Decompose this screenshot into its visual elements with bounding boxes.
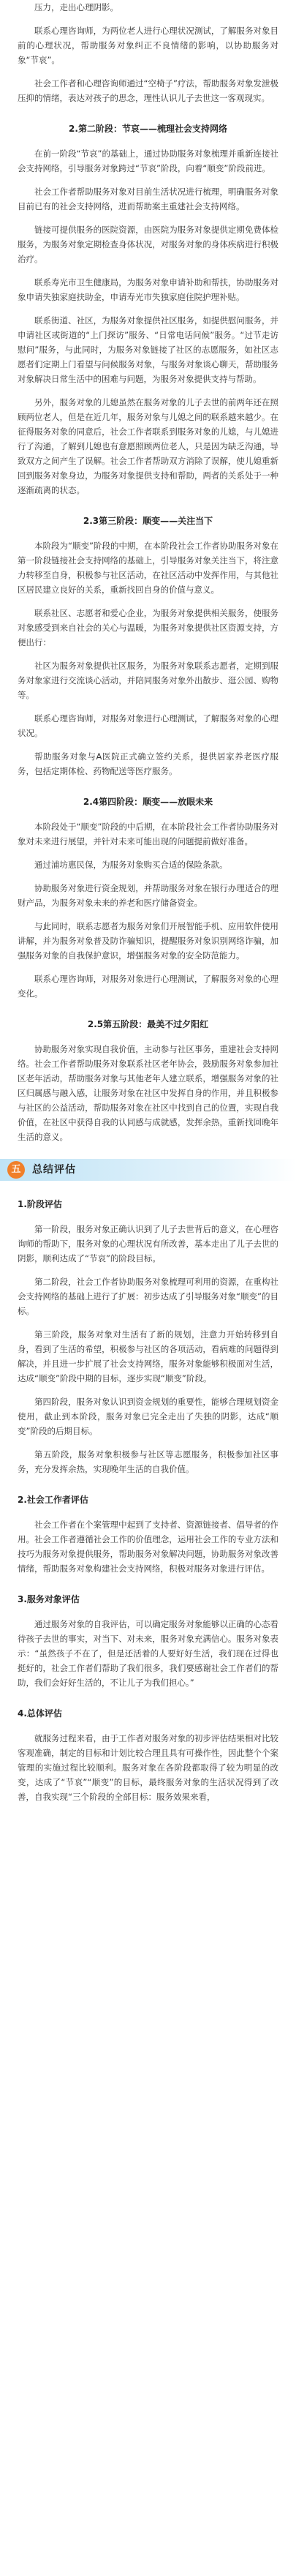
paragraph: 就服务过程来看，由于工作者对服务对象的初步评估结果相对比较客观准确，制定的目标和计划比较合理且具有可操作性，因此整个个案管理的实施过程比较顺利。服务对象在各阶段都取得了较为明显的改变，达成了“节哀”“顺变”的目标，最终服务对象的生活状况得到了改善，自我实现“三个阶段的全部目标：服务效果来看， [18,1733,278,1802]
subheading: 4.总体评估 [18,1708,62,1719]
paragraph: 协助服务对象进行资金规划，并帮助服务对象在银行办理适合的理财产品，为服务对象未来的养老和医疗储备资金。 [18,883,278,908]
paragraph: 联系街道、社区，为服务对象提供社区服务，如提供慰问服务，并申请社区或街道的“上门探访”服务、“日常电话问候”服务。“过节走访慰问”服务，与此同时，为服务对象链接了社区的志愿服务，如社区志愿者们定期上门看望与问候服务对象，与服务对象谈心聊天，帮助服务对象解决日常生活中的困难与问题，为服务对象提供支持与帮助。 [18,315,278,384]
paragraph: 第一阶段，服务对象正确认识到了儿子去世背后的意义，在心理咨询师的帮助下，服务对象的心理状况有所改善，基本走出了儿子去世的阴影，顺利达成了“节哀”的阶段目标。 [18,1224,278,1263]
paragraph: 通过浦坊惠民保，为服务对象购买合适的保险条款。 [34,860,228,870]
paragraph: 另外，服务对象的儿媳虽然在服务对象的儿子去世的前两年还在照顾两位老人，但是在近几年，服务对象与儿媳之间的联系越来越少。在征得服务对象的同意后，社会工作者联系到服务对象的儿媳，与儿媳进行了沟通，了解到儿媳也有意愿照顾两位老人，只是因为缺乏沟通，导致双方之间产生了误解。社会工作者帮助双方消除了误解，使儿媳重新回到服务对象身边，为服务对象提供支持和帮助，两者的关系处于一种逐渐疏离的状态。 [18,397,278,495]
paragraph: 在前一阶段“节哀”的基础上，通过协助服务对象梳理并重新连接社会支持网络，引导服务对象跨过“节哀”阶段，向着“顺变”阶段前进。 [18,149,278,173]
paragraph: 链接可提供服务的医院资源，由医院为服务对象提供定期免费体检服务，为服务对象定期检查身体状况，对服务对象的身体疾病进行积极治疗。 [18,225,278,264]
subheading: 2.社会工作者评估 [18,1495,88,1505]
paragraph: 联系寿光市卫生健康局，为服务对象申请补助和帮扶，协助服务对象申请失独家庭扶助金，申请寿光市失独家庭住院护理补贴。 [18,277,278,302]
paragraph: 社会工作者和心理咨询师通过“空椅子”疗法，帮助服务对象发泄极压抑的情绪，表达对孩子的思念，理性认识儿子去世这一客观现实。 [18,78,278,103]
section-header [0,1159,296,1181]
paragraph: 第二阶段，社会工作者协助服务对象梳理可利用的资源，在重构社会支持网络的基础上进行了扩展：初步达成了引导服务对象“顺变”的目标。 [18,1277,278,1316]
paragraph: 与此同时，联系志愿者为服务对象们开展智能手机、应用软件使用讲解，并为服务对象普及防诈骗知识，提醒服务对象识别网络诈骗，加强服务对象的自我保护意识，增强服务对象的安全防范能力。 [18,921,278,961]
paragraph: 本阶段处于“顺变”阶段的中后期，在本阶段社会工作者协助服务对象对未来进行展望，并针对未来可能出现的问题提前做好准备。 [18,822,278,846]
subheading: 2.第二阶段：节哀——梳理社会支持网络 [69,124,227,134]
section-number-badge: 五 [7,1161,25,1179]
paragraph: 第五阶段，服务对象积极参与社区等志愿服务，积极参加社区事务，充分发挥余热，实现晚年生活的自我价值。 [18,1449,278,1474]
paragraph: 联系心理咨询师，对服务对象进行心理测试，了解服务对象的心理状况。 [18,713,278,738]
paragraph: 社会工作者在个案管理中起到了支持者、资源链接者、倡导者的作用。社会工作者遵循社会工作的价值理念，运用社会工作的专业方法和技巧为服务对象提供服务，帮助服务对象解决问题，协助服务对象改善情绪，帮助服务对象构建社会支持网络，积极对服务对象进行评估。 [18,1520,278,1574]
section-title: 总结评估 [32,1164,76,1176]
paragraph: 社区为服务对象提供社区服务，为服务对象联系志愿者，定期到服务对象家进行交流谈心活动，并陪同服务对象外出散步、逛公园、购物等。 [18,661,278,700]
subheading: 2.4第四阶段：顺变——放眼未来 [83,797,213,807]
paragraph: 通过服务对象的自我评估，可以确定服务对象能够以正确的心态看待孩子去世的事实，对当下、对未来，服务对象充满信心。服务对象表示：“虽然孩子不在了，但是还活着的人要好好生活，我们现在过得也挺好的，社会工作者们帮助了我们很多，我们要感谢社会工作者们的帮助，我们会好好生活的，不让儿子为我们担心。” [18,1619,278,1688]
paragraph: 本阶段为“顺变”阶段的中期，在本阶段社会工作者协助服务对象在第一阶段链接社会支持网络的基础上，引导服务对象关注当下，将注意力转移至自身，积极参与社区活动，在社区活动中发挥作用，与其他社区居民建立良好的关系，重新找回自身的价值与意义。 [18,541,278,595]
paragraph: 社会工作者帮助服务对象对目前生活状况进行梳理，明确服务对象目前已有的社会支持网络，进而帮助案主重建社会支持网络。 [18,187,278,211]
paragraph: 帮助服务对象与A医院正式确立签约关系，提供居家养老医疗服务，包括定期体检、药物配送等医疗服务。 [18,751,278,776]
paragraph: 协助服务对象实现自我价值，主动参与社区事务，重建社会支持网络。社会工作者帮助服务对象联系社区老年协会，鼓励服务对象参加社区老年活动，帮助服务对象与其他老年人建立联系，增强服务对象的社区归属感与融入感，让服务对象在社区中发挥自身的作用，并且积极参与社区的公益活动，帮助服务对象在社区中找到自己的位置，实现自我价值，在社区中获得自我的认同感与成就感，发挥余热，重新找回晚年生活的意义。 [18,1044,278,1142]
paragraph: 联系社区、志愿者和爱心企业，为服务对象提供相关服务，使服务对象感受到来自社会的关心与温暖，为服务对象提供社区资源支持，方便出行： [18,608,278,647]
subheading: 3.服务对象评估 [18,1594,80,1604]
paragraph: 第三阶段，服务对象对生活有了新的规划，注意力开始转移到自身，看到了生活的希望，积极参与社区的各项活动，看病难的问题得到解决，并且进一步扩展了社会支持网络，服务对象能够积极面对生活，达成“顺变”阶段中期的目标，逐步实现“顺变”阶段。 [18,1329,278,1383]
subheading: 2.3第三阶段：顺变——关注当下 [83,516,213,526]
subheading: 1.阶段评估 [18,1199,62,1209]
paragraph: 联系心理咨询师，对服务对象进行心理测试，了解服务对象的心理变化。 [18,974,278,999]
paragraph: 联系心理咨询师，为两位老人进行心理状况测试，了解服务对象目前的心理状况，帮助服务对象纠正不良情绪的影响，以协助服务对象“节哀”。 [18,26,278,65]
paragraph: 压力，走出心理阴影。 [34,2,118,12]
subheading: 2.5第五阶段：最美不过夕阳红 [87,1019,209,1029]
paragraph: 第四阶段，服务对象认识到资金规划的重要性，能够合理规划资金使用，截止到本阶段，服务对象已完全走出了失独的阴影，达成“顺变”阶段的后期目标。 [18,1397,278,1436]
